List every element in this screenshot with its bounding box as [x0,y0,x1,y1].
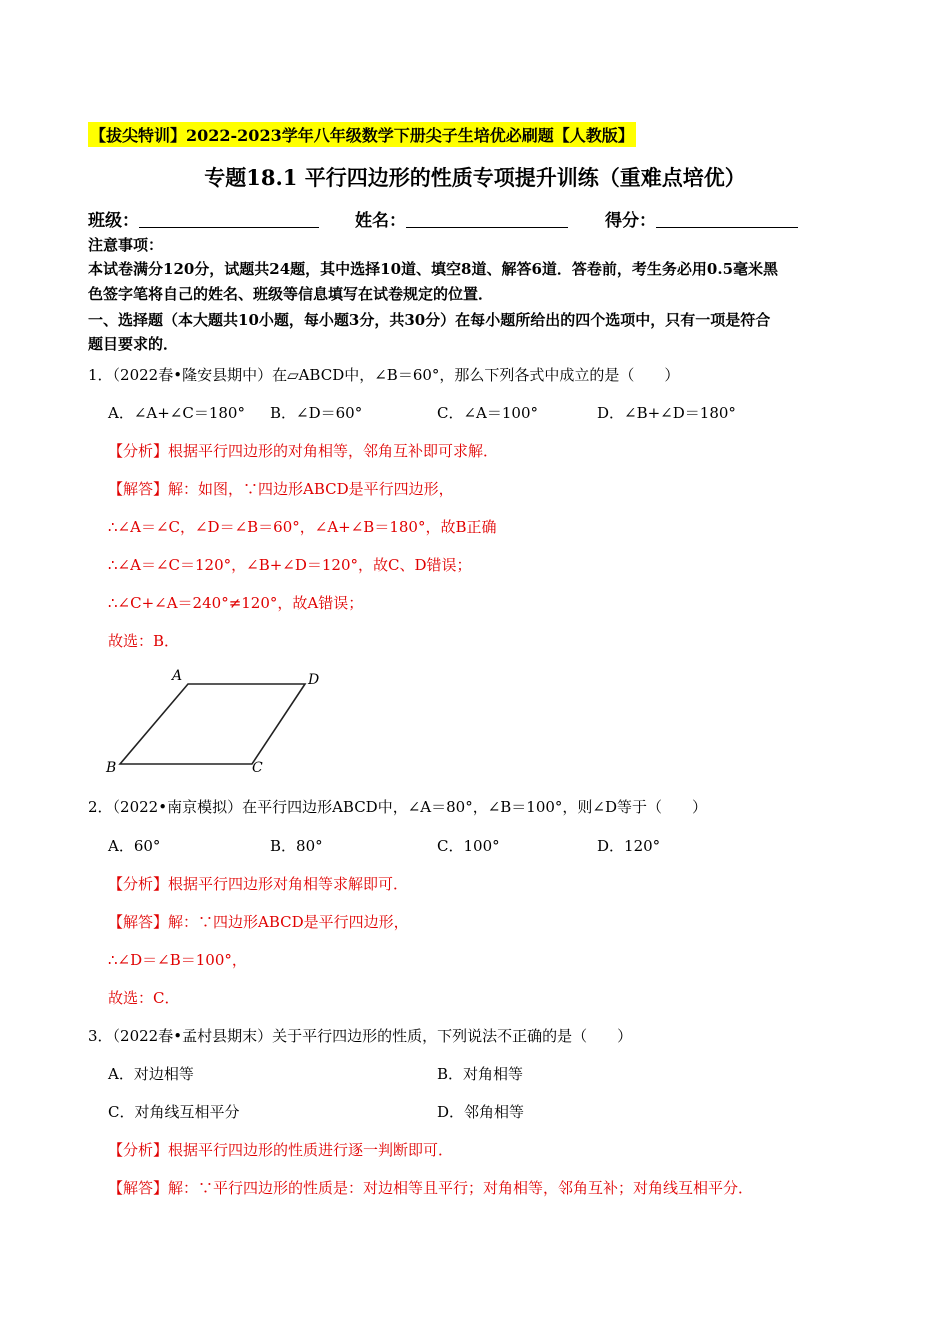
class-field [88,206,319,231]
q1-solution-line-4: ∴∠C+∠A＝240°≠120°，故A错误； [108,594,364,612]
figure-label-b: B [106,760,117,776]
q2-analysis: 【分析】根据平行四边形对角相等求解即可． [108,875,409,893]
q3-option-a: A．对边相等 [108,1065,194,1083]
q1-solution-line-1: 【解答】解：如图，∵四边形ABCD是平行四边形， [108,480,454,498]
name-blank [406,211,568,228]
q1-option-b: B．∠D＝60° [270,404,363,422]
q3-option-d: D．邻角相等 [437,1103,525,1121]
q2-option-b: B．80° [270,837,323,855]
name-field [355,206,568,231]
name-label: 姓名： [355,211,406,231]
section-heading-line-1: 一、选择题（本大题共10小题，每小题3分，共30分）在每小题所给出的四个选项中，只有一项是符合 [88,311,771,329]
page-title: 专题18.1 平行四边形的性质专项提升训练（重难点培优） [204,165,746,190]
q3-stem: 3．（2022春•孟村县期末）关于平行四边形的性质，下列说法不正确的是（ ） [88,1027,633,1045]
q2-solution-line-1: 【解答】解：∵四边形ABCD是平行四边形， [108,913,409,931]
q1-analysis: 【分析】根据平行四边形的对角相等，邻角互补即可求解． [108,442,499,460]
figure-label-a: A [172,668,183,684]
score-field [605,206,798,231]
q3-option-c: C．对角线互相平分 [108,1103,240,1121]
q1-option-d: D．∠B+∠D＝180° [597,404,736,422]
q1-stem: 1．（2022春•隆安县期中）在▱ABCD中，∠B＝60°，那么下列各式中成立的是（ ） [88,366,680,384]
q2-solution-line-3: 故选：C． [108,989,180,1007]
figure-label-c: C [252,760,263,776]
q3-solution-line-1: 【解答】解：∵平行四边形的性质是：对边相等且平行；对角相等，邻角互补；对角线互相平分． [108,1179,754,1197]
figure-label-d: D [308,672,320,688]
q2-option-d: D．120° [597,837,661,855]
q3-option-b: B．对角相等 [437,1065,524,1083]
q2-option-a: A．60° [108,837,161,855]
class-label: 班级： [88,211,139,231]
q2-option-c: C．100° [437,837,500,855]
class-blank [139,211,319,228]
q1-solution-line-3: ∴∠A＝∠C＝120°，∠B+∠D＝120°，故C、D错误； [108,556,472,574]
q1-option-a: A．∠A+∠C＝180° [108,404,245,422]
section-heading-line-2: 题目要求的． [88,335,179,353]
notice-line-1: 本试卷满分120分，试题共24题，其中选择10道、填空8道、解答6道．答卷前，考生务必用0.5毫米黑 [88,260,779,278]
q1-option-c: C．∠A＝100° [437,404,539,422]
q3-analysis: 【分析】根据平行四边形的性质进行逐一判断即可． [108,1141,454,1159]
parallelogram-shape [120,684,305,764]
notice-heading: 注意事项： [88,236,164,254]
parallelogram-figure [100,664,340,780]
score-blank [656,211,798,228]
q2-stem: 2．（2022•南京模拟）在平行四边形ABCD中，∠A＝80°，∠B＝100°，则∠D等于（ ） [88,798,708,816]
header-banner: 【拔尖特训】2022-2023学年八年级数学下册尖子生培优必刷题【人教版】 [88,122,636,147]
q2-solution-line-2: ∴∠D＝∠B＝100°， [108,951,247,969]
notice-line-2: 色签字笔将自己的姓名、班级等信息填写在试卷规定的位置． [88,285,494,303]
score-label: 得分： [605,211,656,231]
q1-solution-line-2: ∴∠A＝∠C，∠D＝∠B＝60°，∠A+∠B＝180°，故B正确 [108,518,497,536]
q1-solution-line-5: 故选：B． [108,632,180,650]
